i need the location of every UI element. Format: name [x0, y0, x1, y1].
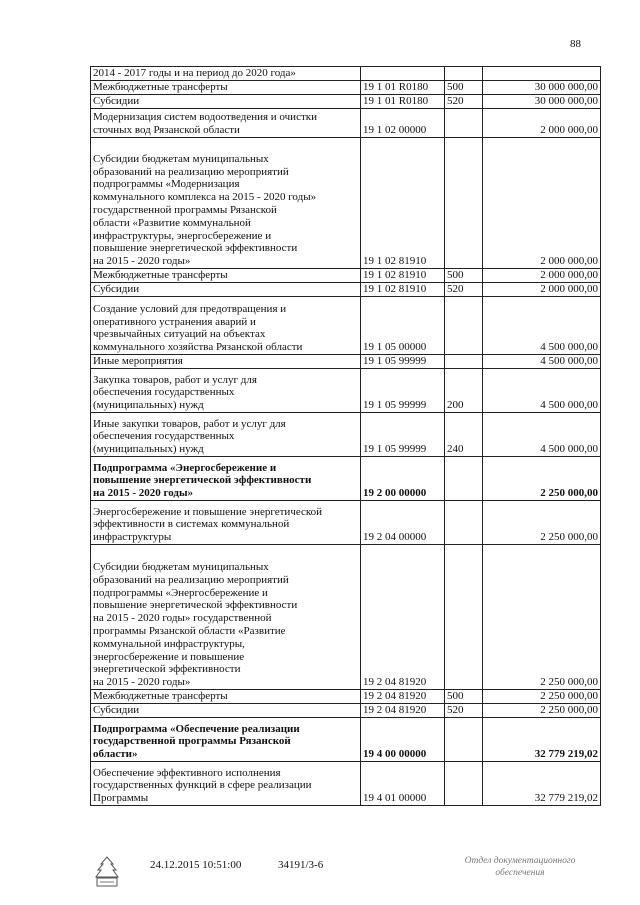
row-name-cell: Подпрограмма «Обеспечение реализации государственной программы Рязанской области»: [91, 718, 361, 762]
row-type-cell: [445, 138, 483, 269]
table-row: [91, 718, 601, 762]
table-row: [91, 457, 601, 501]
table-row: [91, 501, 601, 545]
table-row: [91, 297, 601, 355]
row-name-cell: Закупка товаров, работ и услуг для обеспечения государственных (муниципальных) нужд: [91, 369, 361, 413]
row-sum-cell: [483, 67, 601, 81]
row-code-cell: 19 4 00 00000: [361, 718, 445, 762]
table-row: [91, 95, 601, 109]
stamp-line-2: обеспечения: [495, 868, 545, 878]
row-name-cell: 2014 - 2017 годы и на период до 2020 года»: [91, 67, 361, 81]
row-sum-cell: 2 000 000,00: [483, 109, 601, 138]
coat-of-arms-seal-icon: [92, 855, 122, 889]
row-name-cell: Энергосбережение и повышение энергетической эффективности в системах коммунальной инфраструктуры: [91, 501, 361, 545]
row-code-cell: 19 2 04 81920: [361, 690, 445, 704]
table-row: [91, 109, 601, 138]
row-code-cell: 19 2 04 81920: [361, 704, 445, 718]
row-type-cell: [445, 67, 483, 81]
row-type-cell: 500: [445, 269, 483, 283]
row-type-cell: 520: [445, 704, 483, 718]
row-name-cell: Субсидии: [91, 95, 361, 109]
footer-timestamp: 24.12.2015 10:51:00: [150, 859, 242, 871]
row-type-cell: [445, 109, 483, 138]
budget-table-body: [91, 67, 601, 806]
row-name-cell: Создание условий для предотвращения и оперативного устранения аварий и чрезвычайных ситуаций на объектах коммунального хозяйства Рязанской области: [91, 297, 361, 355]
row-type-cell: [445, 762, 483, 806]
row-name-cell: Межбюджетные трансферты: [91, 81, 361, 95]
row-code-cell: 19 2 00 00000: [361, 457, 445, 501]
row-sum-cell: 4 500 000,00: [483, 355, 601, 369]
table-row: [91, 283, 601, 297]
row-code-cell: 19 1 02 00000: [361, 109, 445, 138]
department-stamp: [440, 855, 600, 879]
row-name-cell: Межбюджетные трансферты: [91, 269, 361, 283]
row-code-cell: 19 1 01 R0180: [361, 81, 445, 95]
row-name-cell: Субсидии бюджетам муниципальных образований на реализацию мероприятий подпрограммы «Модернизация коммунального комплекса на 2015 - 2020 годы» государственной программы Рязанской области «Развитие коммунальной инфраструктуры, энергосбережение и повышение энергетической эффективности на 2015 - 2020 годы»: [91, 138, 361, 269]
row-type-cell: 240: [445, 413, 483, 457]
table-row: [91, 704, 601, 718]
row-code-cell: 19 1 02 81910: [361, 269, 445, 283]
row-code-cell: 19 1 05 00000: [361, 297, 445, 355]
row-sum-cell: 2 000 000,00: [483, 269, 601, 283]
row-name-cell: Обеспечение эффективного исполнения государственных функций в сфере реализации Программы: [91, 762, 361, 806]
row-sum-cell: 4 500 000,00: [483, 297, 601, 355]
row-type-cell: 500: [445, 690, 483, 704]
row-code-cell: 19 1 05 99999: [361, 413, 445, 457]
row-type-cell: 520: [445, 95, 483, 109]
page-number: 88: [570, 38, 581, 50]
row-type-cell: [445, 297, 483, 355]
row-code-cell: 19 2 04 00000: [361, 501, 445, 545]
row-sum-cell: 2 250 000,00: [483, 501, 601, 545]
row-code-cell: [361, 67, 445, 81]
row-sum-cell: 2 250 000,00: [483, 545, 601, 690]
table-row: [91, 762, 601, 806]
row-sum-cell: 30 000 000,00: [483, 81, 601, 95]
table-row: [91, 545, 601, 690]
row-code-cell: 19 2 04 81920: [361, 545, 445, 690]
row-code-cell: 19 1 05 99999: [361, 355, 445, 369]
table-row: [91, 67, 601, 81]
row-name-cell: Иные закупки товаров, работ и услуг для обеспечения государственных (муниципальных) нужд: [91, 413, 361, 457]
row-name-cell: Модернизация систем водоотведения и очистки сточных вод Рязанской области: [91, 109, 361, 138]
row-sum-cell: 32 779 219,02: [483, 718, 601, 762]
row-code-cell: 19 1 02 81910: [361, 283, 445, 297]
row-type-cell: [445, 501, 483, 545]
row-code-cell: 19 4 01 00000: [361, 762, 445, 806]
row-sum-cell: 2 250 000,00: [483, 690, 601, 704]
row-name-cell: Субсидии бюджетам муниципальных образований на реализацию мероприятий подпрограммы «Энергосбережение и повышение энергетической эффективности на 2015 - 2020 годы» государственной программы Рязанской области «Развитие коммунальной инфраструктуры, энергосбережение и повышение энергетической эффективности на 2015 - 2020 годы»: [91, 545, 361, 690]
table-row: [91, 355, 601, 369]
row-sum-cell: 2 250 000,00: [483, 704, 601, 718]
table-row: [91, 369, 601, 413]
row-name-cell: Субсидии: [91, 704, 361, 718]
row-type-cell: 520: [445, 283, 483, 297]
row-name-cell: Субсидии: [91, 283, 361, 297]
row-name-cell: Иные мероприятия: [91, 355, 361, 369]
row-type-cell: [445, 355, 483, 369]
row-name-cell: Межбюджетные трансферты: [91, 690, 361, 704]
row-sum-cell: 32 779 219,02: [483, 762, 601, 806]
table-row: [91, 138, 601, 269]
row-sum-cell: 2 000 000,00: [483, 138, 601, 269]
table-row: [91, 81, 601, 95]
budget-table: [90, 66, 601, 806]
table-row: [91, 413, 601, 457]
row-type-cell: 500: [445, 81, 483, 95]
row-sum-cell: 2 000 000,00: [483, 283, 601, 297]
row-type-cell: 200: [445, 369, 483, 413]
row-code-cell: 19 1 05 99999: [361, 369, 445, 413]
row-type-cell: [445, 545, 483, 690]
table-row: [91, 690, 601, 704]
footer-document-code: 34191/3-6: [278, 859, 324, 871]
row-sum-cell: 4 500 000,00: [483, 413, 601, 457]
row-type-cell: [445, 718, 483, 762]
row-sum-cell: 30 000 000,00: [483, 95, 601, 109]
row-name-cell: Подпрограмма «Энергосбережение и повышение энергетической эффективности на 2015 - 2020 годы»: [91, 457, 361, 501]
row-sum-cell: 4 500 000,00: [483, 369, 601, 413]
row-code-cell: 19 1 02 81910: [361, 138, 445, 269]
row-type-cell: [445, 457, 483, 501]
row-sum-cell: 2 250 000,00: [483, 457, 601, 501]
row-code-cell: 19 1 01 R0180: [361, 95, 445, 109]
page-footer: [0, 855, 640, 895]
stamp-line-1: Отдел документационного: [464, 856, 576, 866]
table-row: [91, 269, 601, 283]
